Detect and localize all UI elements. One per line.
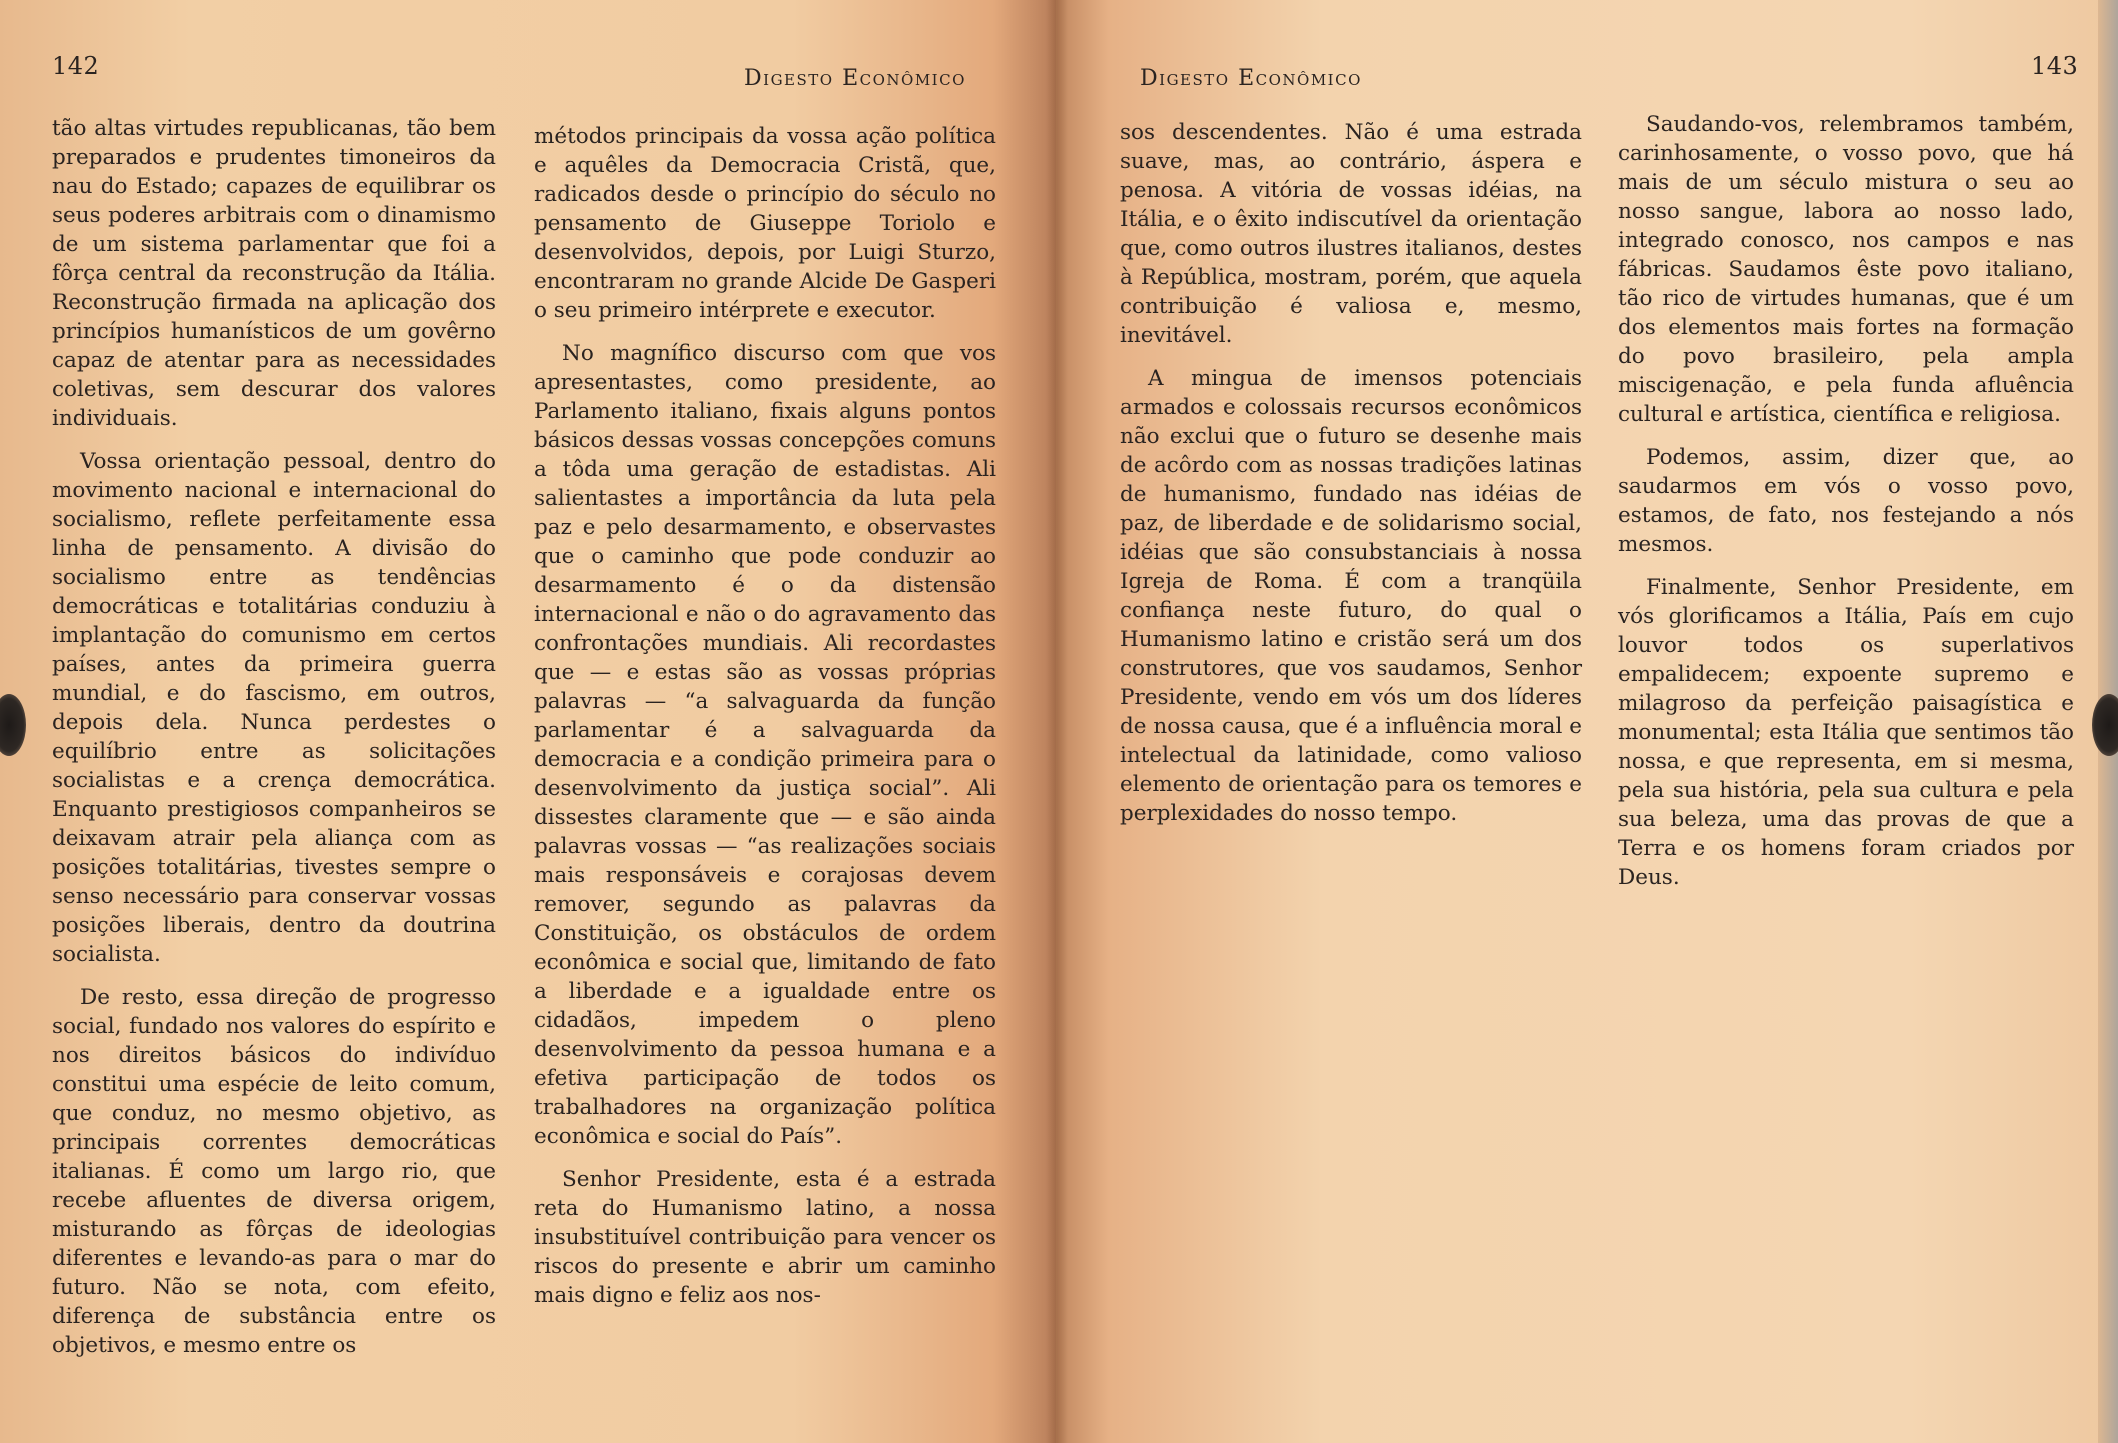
- paragraph: De resto, essa direção de progresso social, fundado nos valores do espírito e nos direitos básicos do indivíduo constitui uma espécie de leito comum, que conduz, no mesmo objetivo, as principais correntes democráticas italianas. É como um largo rio, que recebe afluentes de diversa origem, misturando as fôrças de ideologias diferentes e levando-as para o mar do futuro. Não se nota, com efeito, diferença de substância entre os objetivos, e mesmo entre os: [52, 985, 496, 1358]
- paragraph: Vossa orientação pessoal, dentro do movimento nacional e internacional do socialismo, reflete perfeitamente essa linha de pensamento. A divisão do socialismo entre as tendências democráticas e totalitárias conduziu à implantação do comunismo em certos países, antes da primeira guerra mundial, e do fascismo, em outros, depois dela. Nunca perdestes o equilíbrio entre as solicitações socialistas e a crença democrática. Enquanto prestigiosos companheiros se deixavam atrair pela aliança com as posições totalitárias, tivestes sempre o senso necessário para conservar vossas posições liberais, dentro da doutrina socialista.: [52, 449, 496, 967]
- book-gutter: [1046, 0, 1068, 1443]
- paragraph: tão altas virtudes republicanas, tão bem preparados e prudentes timoneiros da nau do Estado; capazes de equilibrar os seus poderes arbitrais com o dinamismo de um sistema parlamentar que foi a fôrça central da reconstrução da Itália. Reconstrução firmada na aplicação dos princípios humanísticos de um govêrno capaz de atentar para as necessidades coletivas, sem descurar dos valores individuais.: [52, 116, 496, 431]
- paragraph: métodos principais da vossa ação política e aquêles da Democracia Cristã, que, radicados desde o princípio do século no pensamento de Giuseppe Toriolo e desenvolvidos, depois, por Luigi Sturzo, encontraram no grande Alcide De Gasperi o seu primeiro intérprete e executor.: [534, 124, 996, 323]
- right-page-column-2: [1618, 110, 2074, 906]
- paragraph: Podemos, assim, dizer que, ao saudarmos em vós o vosso povo, estamos, de fato, nos festejando a nós mesmos.: [1618, 445, 2074, 557]
- page-number-right: 143: [2031, 52, 2079, 80]
- left-page-column-2: [534, 122, 996, 1324]
- paragraph: Finalmente, Senhor Presidente, em vós glorificamos a Itália, País em cujo louvor todos os superlativos empalidecem; expoente supremo e milagroso da perfeição paisagística e monumental; esta Itália que sentimos tão nossa, e que representa, em si mesma, pela sua história, pela sua cultura e pela sua beleza, uma das provas de que a Terra e os homens foram criados por Deus.: [1618, 575, 2074, 890]
- paragraph: Saudando-vos, relembramos também, carinhosamente, o vosso povo, que há mais de um século mistura o seu ao nosso sangue, labora ao nosso lado, integrado conosco, nos campos e nas fábricas. Saudamos êste povo italiano, tão rico de virtudes humanas, que é um dos elementos mais fortes na formação do povo brasileiro, pela ampla miscigenação, e pela funda afluência cultural e artística, científica e religiosa.: [1618, 112, 2074, 427]
- paragraph: No magnífico discurso com que vos apresentastes, como presidente, ao Parlamento italiano, fixais alguns pontos básicos dessas vossas concepções comuns a tôda uma geração de estadistas. Ali salientastes a importância da luta pela paz e pelo desarmamento, e observastes que o caminho que pode conduzir ao desarmamento é o da distensão internacional e não o do agravamento das confrontações mundiais. Ali recordastes que — e estas são as vossas próprias palavras — “a salvaguarda da função parlamentar é a salvaguarda da democracia e a condição primeira para o desenvolvimento da justiça social”. Ali dissestes claramente que — e são ainda palavras vossas — “as realizações sociais mais responsáveis e corajosas devem remover, segundo as palavras da Constituição, os obstáculos de ordem econômica e social que, limitando de fato a liberdade e a igualdade entre os cidadãos, impedem o pleno desenvolvimento da pessoa humana e a efetiva participação de todos os trabalhadores na organização política econômica e social do País”.: [534, 341, 996, 1149]
- paragraph: sos descendentes. Não é uma estrada suave, mas, ao contrário, áspera e penosa. A vitória de vossas idéias, na Itália, e o êxito indiscutível da orientação que, como outros ilustres italianos, destes à República, mostram, porém, que aquela contribuição é valiosa e, mesmo, inevitável.: [1120, 120, 1582, 348]
- running-head-right: Digesto Econômico: [1140, 66, 1362, 91]
- running-head-left: Digesto Econômico: [744, 66, 966, 91]
- right-page-column-1: [1120, 118, 1582, 842]
- left-page-column-1: [52, 114, 496, 1374]
- paragraph: A mingua de imensos potenciais armados e colossais recursos econômicos não exclui que o futuro se desenhe mais de acôrdo com as nossas tradições latinas de humanismo, fundado nas idéias de paz, de liberdade e de solidarismo social, idéias que são consubstanciais à nossa Igreja de Roma. É com a tranqüila confiança neste futuro, do qual o Humanismo latino e cristão será um dos construtores, que vos saudamos, Senhor Presidente, vendo em vós um dos líderes de nossa causa, que é a influência moral e intelectual da latinidade, como valioso elemento de orientação para os temores e perplexidades do nosso tempo.: [1120, 366, 1582, 826]
- paragraph: Senhor Presidente, esta é a estrada reta do Humanismo latino, a nossa insubstituível contribuição para vencer os riscos do presente e abrir um caminho mais digno e feliz aos nos-: [534, 1167, 996, 1308]
- page-number-left: 142: [52, 52, 100, 80]
- binding-hole-right: [2092, 694, 2118, 756]
